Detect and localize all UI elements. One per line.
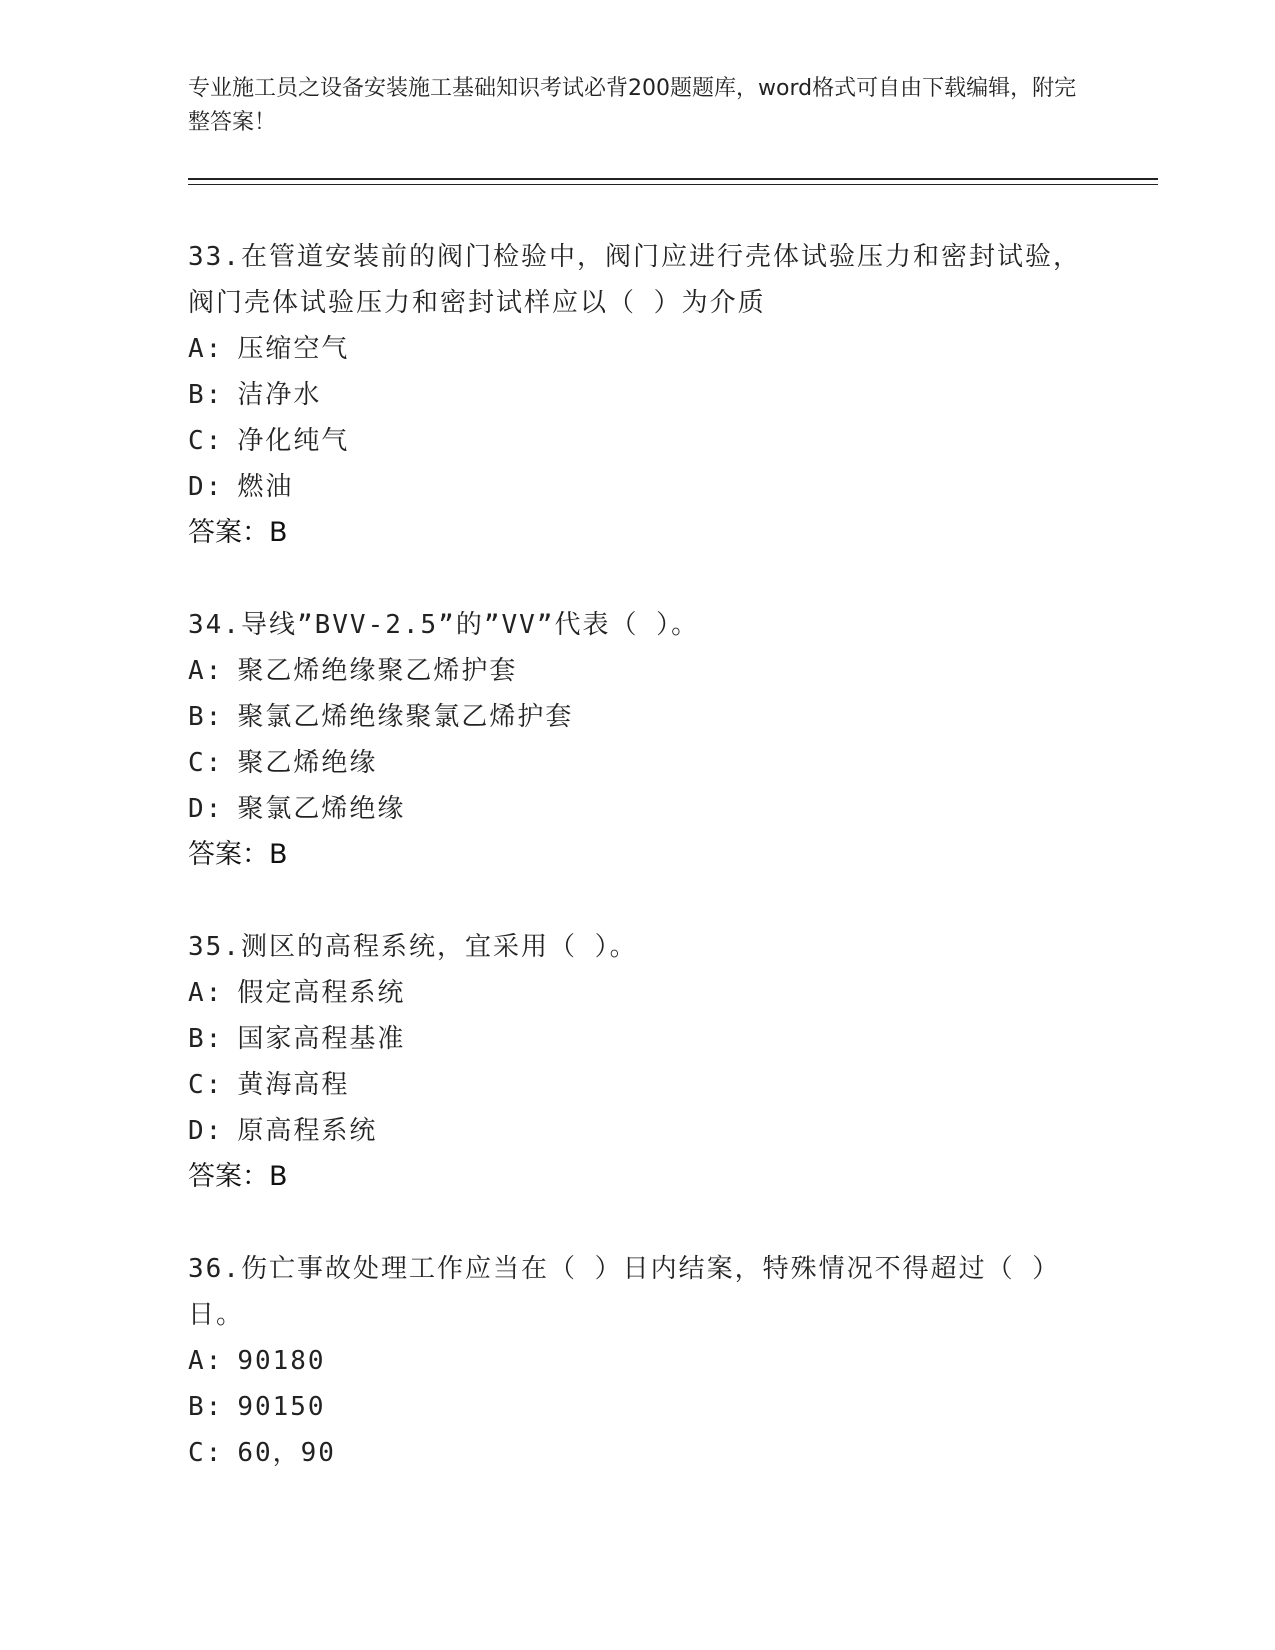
option-letter: D: bbox=[188, 1116, 224, 1146]
question-35 bbox=[188, 924, 1088, 1200]
option-text: 90150 bbox=[237, 1392, 326, 1422]
option-letter: A: bbox=[188, 656, 224, 686]
document-header bbox=[188, 72, 1088, 140]
option-d bbox=[188, 786, 1088, 832]
option-c bbox=[188, 740, 1088, 786]
option-b bbox=[188, 694, 1088, 740]
option-a bbox=[188, 1338, 1088, 1384]
option-letter: B: bbox=[188, 702, 224, 732]
header-title: 专业施工员之设备安装施工基础知识考试必背200题题库，word格式可自由下载编辑，附完整答案！ bbox=[188, 76, 1077, 135]
answer-line: 答案：B bbox=[188, 517, 288, 548]
option-letter: C: bbox=[188, 426, 224, 456]
option-text: 原高程系统 bbox=[237, 1116, 378, 1146]
question-list bbox=[188, 234, 1088, 1522]
option-text: 净化纯气 bbox=[237, 426, 350, 456]
option-b bbox=[188, 1016, 1088, 1062]
option-c bbox=[188, 1430, 1088, 1476]
question-text: 33.在管道安装前的阀门检验中，阀门应进行壳体试验压力和密封试验，阀门壳体试验压力和密封试样应以（ ）为介质 bbox=[188, 242, 1081, 318]
option-letter: D: bbox=[188, 472, 224, 502]
question-text: 34.导线”BVV-2.5”的”VV”代表（ ）。 bbox=[188, 610, 700, 640]
question-text: 36.伤亡事故处理工作应当在（ ）日内结案，特殊情况不得超过（ ）日。 bbox=[188, 1254, 1061, 1330]
option-text: 假定高程系统 bbox=[237, 978, 406, 1008]
question-text: 35.测区的高程系统，宜采用（ ）。 bbox=[188, 932, 638, 962]
question-34 bbox=[188, 602, 1088, 878]
option-text: 聚氯乙烯绝缘聚氯乙烯护套 bbox=[237, 702, 574, 732]
option-text: 60，90 bbox=[237, 1438, 336, 1468]
option-d bbox=[188, 464, 1088, 510]
answer-line: 答案：B bbox=[188, 1161, 288, 1192]
option-letter: A: bbox=[188, 1346, 224, 1376]
option-text: 聚乙烯绝缘 bbox=[237, 748, 378, 778]
option-a bbox=[188, 648, 1088, 694]
option-letter: C: bbox=[188, 1070, 224, 1100]
question-33 bbox=[188, 234, 1088, 556]
option-letter: A: bbox=[188, 978, 224, 1008]
option-letter: B: bbox=[188, 1392, 224, 1422]
option-letter: C: bbox=[188, 748, 224, 778]
option-text: 90180 bbox=[237, 1346, 326, 1376]
option-b bbox=[188, 372, 1088, 418]
option-text: 黄海高程 bbox=[237, 1070, 350, 1100]
option-text: 洁净水 bbox=[237, 380, 322, 410]
option-a bbox=[188, 326, 1088, 372]
option-letter: D: bbox=[188, 794, 224, 824]
option-text: 聚氯乙烯绝缘 bbox=[237, 794, 406, 824]
option-text: 国家高程基准 bbox=[237, 1024, 406, 1054]
option-a bbox=[188, 970, 1088, 1016]
option-c bbox=[188, 1062, 1088, 1108]
option-c bbox=[188, 418, 1088, 464]
option-text: 压缩空气 bbox=[237, 334, 350, 364]
header-divider-thick bbox=[188, 178, 1158, 180]
option-letter: C: bbox=[188, 1438, 224, 1468]
option-text: 燃油 bbox=[237, 472, 294, 502]
header-divider-thin bbox=[188, 184, 1158, 185]
option-d bbox=[188, 1108, 1088, 1154]
option-letter: A: bbox=[188, 334, 224, 364]
option-text: 聚乙烯绝缘聚乙烯护套 bbox=[237, 656, 518, 686]
option-letter: B: bbox=[188, 1024, 224, 1054]
option-letter: B: bbox=[188, 380, 224, 410]
option-b bbox=[188, 1384, 1088, 1430]
answer-line: 答案：B bbox=[188, 839, 288, 870]
question-36 bbox=[188, 1246, 1088, 1476]
